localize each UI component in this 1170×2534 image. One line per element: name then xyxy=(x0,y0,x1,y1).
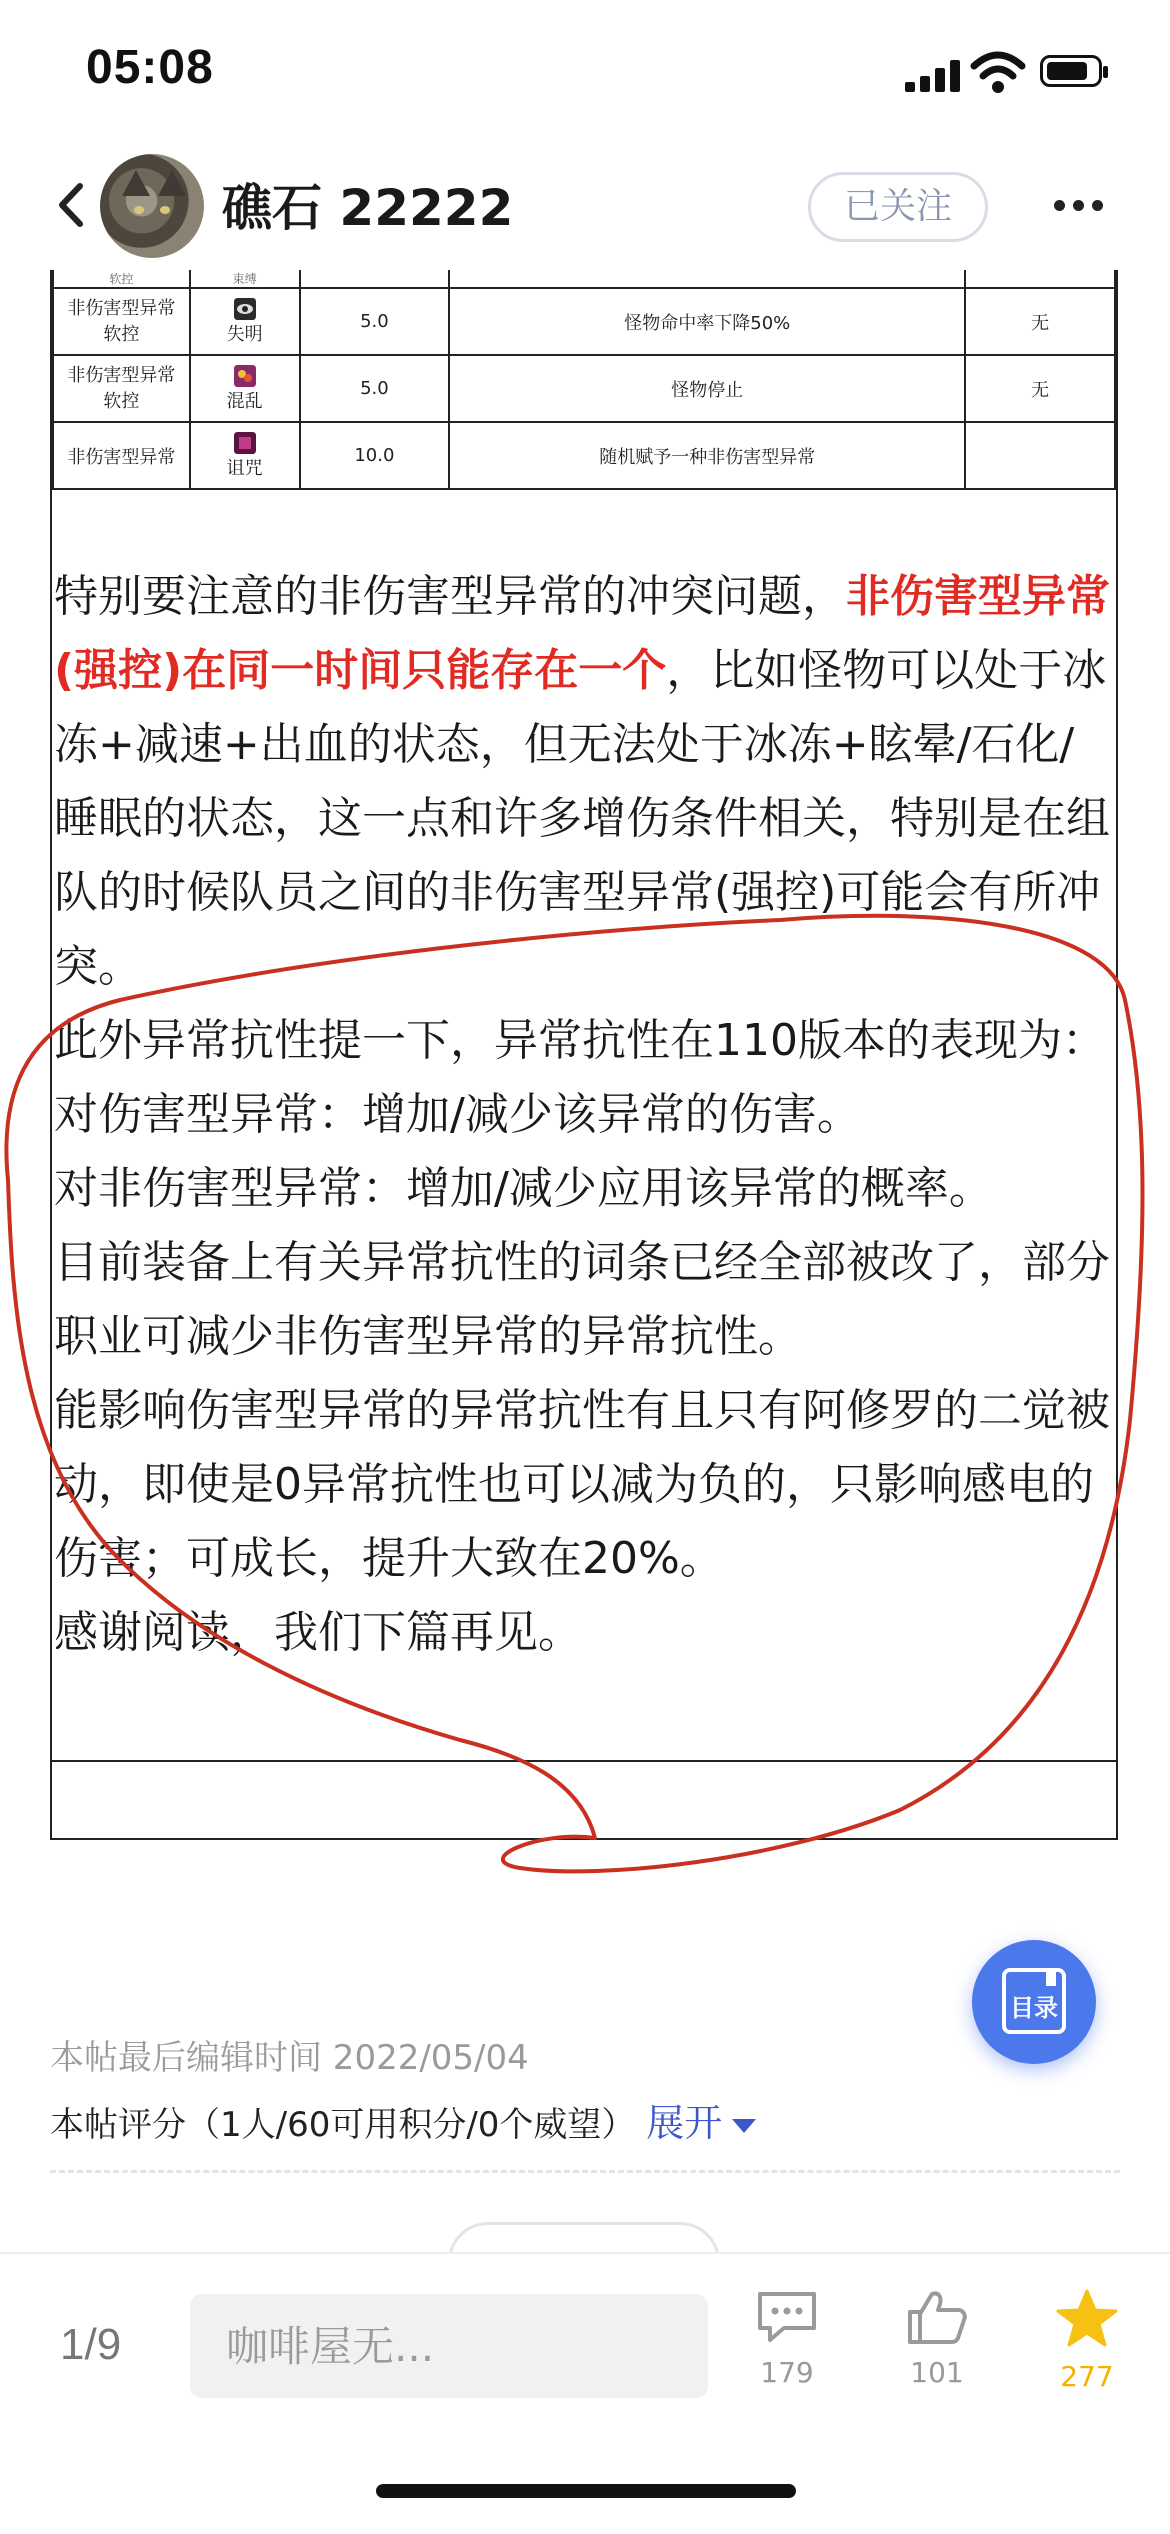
table-cell-value: 5.0 xyxy=(300,355,450,422)
post-body-text xyxy=(54,560,1118,1670)
avatar[interactable] xyxy=(100,154,204,258)
post-rating xyxy=(50,2092,756,2147)
paragraph-equipment: 目前装备上有关异常抗性的词条已经全部被改了，部分职业可减少非伤害型异常的异常抗性。 xyxy=(54,1237,1110,1362)
comment-icon xyxy=(754,2288,820,2346)
paragraph-asura: 能影响伤害型异常的异常抗性有且只有阿修罗的二觉被动，即使是0异常抗性也可以减为负的，只影响感电的伤害；可成长，提升大致在20%。 xyxy=(54,1385,1110,1584)
table-cell-value: 5.0 xyxy=(300,288,450,355)
table-row xyxy=(53,355,1115,422)
highlight-text: 非伤害型异常(强控)在同一时间只能存在一个 xyxy=(54,571,1110,696)
post-header xyxy=(0,150,1170,270)
paragraph-damage-type: 对伤害型异常：增加/减少该异常的伤害。 xyxy=(54,1089,861,1140)
paragraph-non-damage-type: 对非伤害型异常：增加/减少应用该异常的概率。 xyxy=(54,1163,993,1214)
home-indicator xyxy=(376,2484,796,2498)
like-button[interactable] xyxy=(882,2288,992,2389)
last-edited-text: 本帖最后编辑时间 2022/05/04 xyxy=(50,2038,529,2078)
book-icon xyxy=(1002,1968,1066,2034)
follow-button[interactable]: 已关注 xyxy=(808,172,988,242)
comments-button[interactable] xyxy=(732,2288,842,2389)
table-cell-icon-label: 束缚 xyxy=(190,270,300,288)
table-cell-effect: 怪物命中率下降50% xyxy=(449,288,965,355)
abnormal-status-table xyxy=(52,270,1116,490)
table-cell-icon-label: 失明 xyxy=(226,323,263,345)
favorite-button[interactable] xyxy=(1032,2288,1142,2393)
table-row xyxy=(53,270,1115,288)
paragraph-resistance-intro: 此外异常抗性提一下，异常抗性在110版本的表现为： xyxy=(54,1015,1106,1066)
table-cell-icon-label: 诅咒 xyxy=(226,457,263,479)
back-arrow-icon[interactable] xyxy=(52,180,92,230)
table-cell-note: 无 xyxy=(965,288,1115,355)
content-frame-footer xyxy=(50,1760,1118,1840)
table-cell-note: 无 xyxy=(965,355,1115,422)
divider xyxy=(50,2170,1120,2173)
star-icon xyxy=(1054,2288,1120,2350)
table-cell-effect: 随机赋予一种非伤害型异常 xyxy=(449,422,965,489)
table-of-contents-button[interactable] xyxy=(972,1940,1096,2064)
table-row xyxy=(53,288,1115,355)
expand-rating-link[interactable]: 展开 xyxy=(646,2101,756,2145)
table-cell-effect: 怪物停止 xyxy=(449,355,965,422)
curse-icon xyxy=(234,432,256,454)
paragraph-conflict: 特别要注意的非伤害型异常的冲突问题，非伤害型异常(强控)在同一时间只能存在一个，比如怪物可以处于冰冻+减速+出血的状态，但无法处于冰冻+眩晕/石化/睡眠的状态，这一点和许多增伤条件相关，特别是在组队的时候队员之间的非伤害型异常(强控)可能会有所冲突。 xyxy=(54,571,1110,992)
wifi-icon xyxy=(970,50,1026,94)
author-name[interactable]: 礁石 22222 xyxy=(222,179,514,237)
more-options-icon[interactable] xyxy=(1054,200,1104,212)
table-cell-note xyxy=(965,422,1115,489)
reply-input[interactable] xyxy=(190,2294,708,2398)
table-cell-type: 非伤害型异常 xyxy=(53,422,190,489)
cellular-signal-icon xyxy=(905,58,965,92)
comments-count: 179 xyxy=(760,2356,814,2389)
table-cell-type: 非伤害型异常 软控 xyxy=(53,288,190,355)
table-cell-icon-label: 混乱 xyxy=(226,390,263,412)
page-indicator[interactable]: 1/9 xyxy=(60,2320,122,2369)
toc-label: 目录 xyxy=(1010,1994,1058,2022)
confusion-icon xyxy=(234,365,256,387)
paragraph-thanks: 感谢阅读，我们下篇再见。 xyxy=(54,1607,582,1658)
table-row xyxy=(53,422,1115,489)
table-cell-type: 软控 xyxy=(53,270,190,288)
blind-icon xyxy=(234,298,256,320)
rating-text: 本帖评分（1人/60可用积分/0个威望） xyxy=(50,2105,636,2145)
thumbs-up-icon xyxy=(904,2288,970,2346)
battery-icon xyxy=(1040,55,1102,87)
likes-count: 101 xyxy=(910,2356,964,2389)
table-cell-type: 非伤害型异常 软控 xyxy=(53,355,190,422)
favorites-count: 277 xyxy=(1060,2360,1114,2393)
triangle-down-icon xyxy=(732,2119,756,2133)
status-time: 05:08 xyxy=(86,41,214,94)
status-bar xyxy=(0,0,1170,150)
table-cell-value: 10.0 xyxy=(300,422,450,489)
